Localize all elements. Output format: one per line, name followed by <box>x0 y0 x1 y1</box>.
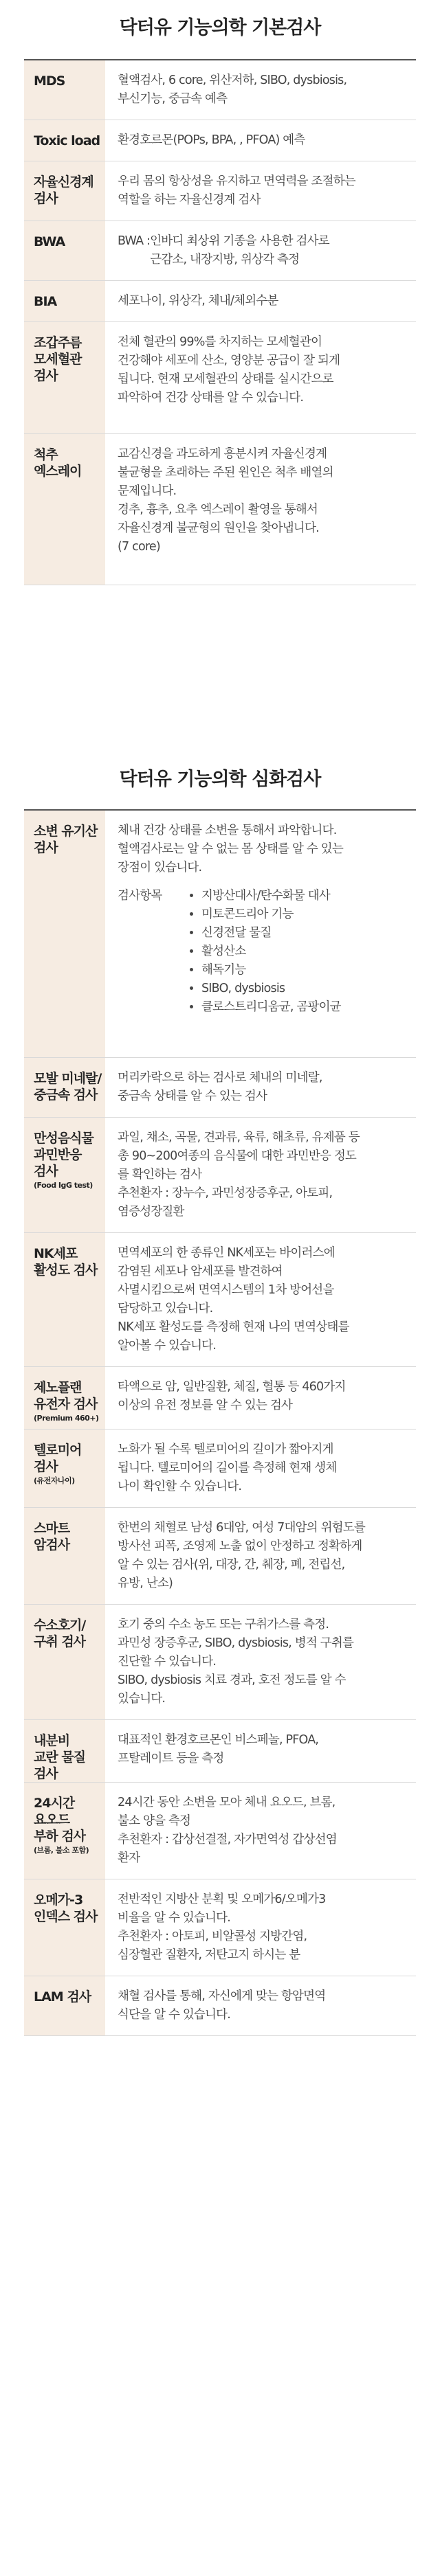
test-name-cell <box>24 1507 105 1604</box>
test-description-cell <box>105 120 416 161</box>
test-item: • SIBO, dysbiosis <box>201 980 341 998</box>
description-line: 부신기능, 중금속 예측 <box>118 92 228 106</box>
description-line: 이상의 유전 정보를 알 수 있는 검사 <box>118 1398 293 1412</box>
description-line: 됩니다. 현재 모세혈관의 상태를 실시간으로 <box>118 372 333 386</box>
test-name-cell <box>24 120 105 161</box>
test-name-subtitle: (브롬, 불소 포함) <box>34 1845 89 1855</box>
test-description-cell <box>105 221 416 281</box>
description-line: 과민성 장증후군, SIBO, dysbiosis, 병적 구취를 <box>118 1636 354 1650</box>
description-line: 노화가 될 수록 텔로미어의 길이가 짧아지게 <box>118 1442 333 1456</box>
test-description-cell <box>105 1976 416 2035</box>
test-items-label: 검사항목 <box>118 889 162 903</box>
description-line: 심장혈관 질환자, 저탄고지 하시는 분 <box>118 1947 300 1962</box>
test-name-subtitle: (Food IgG test) <box>34 1180 93 1190</box>
test-name-line: 소변 유기산 <box>34 824 98 839</box>
description-line: 프탈레이트 등을 측정 <box>118 1751 224 1765</box>
test-row <box>24 810 416 1057</box>
test-description-cell <box>105 60 416 120</box>
test-description-cell <box>105 1429 416 1507</box>
test-description-cell <box>105 1719 416 1782</box>
test-item: • 해독기능 <box>201 961 341 980</box>
test-name-cell <box>24 1879 105 1976</box>
test-row <box>24 1879 416 1976</box>
test-row <box>24 221 416 281</box>
description-line: 알아볼 수 있습니다. <box>118 1338 217 1353</box>
test-item: • 활성산소 <box>201 942 341 961</box>
description-line: 건강해야 세포에 산소, 영양분 공급이 잘 되게 <box>118 354 340 368</box>
description-line: 염증성장질환 <box>118 1204 184 1219</box>
test-name-line: LAM 검사 <box>34 1989 91 2004</box>
test-name-cell <box>24 1057 105 1117</box>
description-line: 있습니다. <box>118 1691 166 1706</box>
description-line: 추천환자 : 갑상선결절, 자가면역성 갑상선염 <box>118 1832 337 1846</box>
description-line: SIBO, dysbiosis 치료 경과, 호전 정도를 알 수 <box>118 1673 346 1687</box>
test-name-line: 수소호기/ <box>34 1617 86 1633</box>
test-description-cell <box>105 1057 416 1117</box>
test-row <box>24 1117 416 1232</box>
test-description-cell <box>105 1232 416 1366</box>
bwa-prefix: BWA : <box>118 234 151 248</box>
description-line: 자율신경계 불균형의 원인을 찾아냅니다. <box>118 521 319 535</box>
test-name-line: BIA <box>34 294 57 309</box>
test-items <box>118 887 410 1017</box>
description-line: 채혈 검사를 통해, 자신에게 맞는 항암면역 <box>118 1989 326 2003</box>
test-description-cell <box>105 322 416 434</box>
description-line: 불소 양을 측정 <box>118 1814 191 1828</box>
description-line: 한번의 채혈로 남성 6대암, 여성 7대암의 위험도를 <box>118 1520 366 1535</box>
description-line: 혈액검사로는 알 수 없는 몸 상태를 알 수 있는 <box>118 842 343 856</box>
test-name-line: 조갑주름 <box>34 335 82 350</box>
test-name-line: 요오드 <box>34 1811 70 1827</box>
test-name-cell <box>24 1604 105 1719</box>
description-line: 전체 혈관의 99%를 차지하는 모세혈관이 <box>118 335 322 349</box>
test-description-cell <box>105 161 416 221</box>
test-description-cell <box>105 434 416 585</box>
description-line: 24시간 동안 소변을 모아 체내 요오드, 브롬, <box>118 1795 336 1809</box>
test-items-list <box>186 887 341 1017</box>
description-line: 유방, 난소) <box>118 1576 173 1590</box>
test-name-line: 활성도 검사 <box>34 1262 98 1278</box>
description-line: 환자 <box>118 1851 140 1865</box>
test-name-line: 척추 <box>34 447 58 462</box>
description-line: 를 확인하는 검사 <box>118 1167 202 1182</box>
test-name-line: 검사 <box>34 1765 58 1781</box>
test-name-line: 과민반응 <box>34 1146 82 1162</box>
description-line: 문제입니다. <box>118 484 177 498</box>
test-description-cell <box>105 1879 416 1976</box>
description-line: 세포나이, 위상각, 체내/체외수분 <box>118 294 278 308</box>
test-name-line: 검사 <box>34 368 58 383</box>
description-line: 감염된 세포나 암세포를 발견하여 <box>118 1264 283 1278</box>
test-row <box>24 1782 416 1879</box>
test-name-line: 부하 검사 <box>34 1828 86 1844</box>
test-name-line: 모세혈관 <box>34 352 82 367</box>
test-row <box>24 434 416 585</box>
test-row <box>24 1232 416 1366</box>
description-line: 근감소, 내장지방, 위상각 측정 <box>150 253 300 267</box>
description-line: 교감신경을 과도하게 흥분시켜 자율신경계 <box>118 447 327 461</box>
test-name-line: 검사 <box>34 840 58 855</box>
test-row <box>24 1366 416 1429</box>
bwa-description <box>118 232 410 269</box>
test-name-line: 텔로미어 <box>34 1442 82 1458</box>
test-name-subtitle: (유전자나이) <box>34 1476 75 1485</box>
description-line: 알 수 있는 검사(위, 대장, 간, 췌장, 폐, 전립선, <box>118 1557 345 1572</box>
test-name-line: 인덱스 검사 <box>34 1908 98 1924</box>
test-item: • 지방산대사/탄수화물 대사 <box>201 887 341 905</box>
test-description-cell <box>105 810 416 1057</box>
description-line: 역할을 하는 자율신경계 검사 <box>118 193 261 207</box>
test-name-line: 암검사 <box>34 1537 70 1552</box>
description-line: 머리카락으로 하는 검사로 체내의 미네랄, <box>118 1070 322 1085</box>
test-name-cell <box>24 161 105 221</box>
description-line: 혈액검사, 6 core, 위산저하, SIBO, dysbiosis, <box>118 74 347 87</box>
test-name-cell <box>24 1117 105 1232</box>
description-line: 우리 몸의 항상성을 유지하고 면역력을 조절하는 <box>118 174 355 188</box>
test-description-cell <box>105 281 416 322</box>
test-name-line: 유전자 검사 <box>34 1396 98 1412</box>
test-name-line: 구취 검사 <box>34 1634 86 1649</box>
description-line: NK세포 활성도를 측정해 현재 나의 면역상태를 <box>118 1320 349 1334</box>
test-row <box>24 60 416 120</box>
test-name-line: 중금속 검사 <box>34 1087 98 1103</box>
test-name-line: 교란 물질 <box>34 1749 86 1765</box>
test-name-line: 내분비 <box>34 1732 70 1748</box>
test-name-cell <box>24 322 105 434</box>
test-name-cell <box>24 1232 105 1366</box>
description-line: 타액으로 암, 일반질환, 체질, 혈통 등 460가지 <box>118 1379 346 1394</box>
description-line: 비율을 알 수 있습니다. <box>118 1910 230 1925</box>
test-name-cell <box>24 221 105 281</box>
test-row <box>24 1057 416 1117</box>
description-line: 전반적인 지방산 분획 및 오메가6/오메가3 <box>118 1892 326 1906</box>
test-name-line: 오메가-3 <box>34 1892 83 1908</box>
test-row <box>24 1976 416 2035</box>
description-line: 사멸시킴으로써 면역시스템의 1차 방어선을 <box>118 1283 334 1297</box>
test-name-line: 스마트 <box>34 1520 70 1536</box>
test-description-cell <box>105 1507 416 1604</box>
test-row <box>24 161 416 221</box>
test-name-line: 제노플랜 <box>34 1379 82 1395</box>
description-line: 과일, 채소, 곡물, 견과류, 육류, 해초류, 유제품 등 <box>118 1130 360 1144</box>
test-row <box>24 1604 416 1719</box>
test-name-line: 모발 미네랄/ <box>34 1070 102 1086</box>
test-name-line: BWA <box>34 234 65 249</box>
test-name-cell <box>24 1976 105 2035</box>
description-line: 파악하여 건강 상태를 알 수 있습니다. <box>118 391 304 405</box>
test-name-line: 만성음식물 <box>34 1130 94 1146</box>
test-name-cell <box>24 1782 105 1879</box>
test-name-line: 검사 <box>34 191 58 206</box>
test-name-cell <box>24 434 105 585</box>
description-line: 중금속 상태를 알 수 있는 검사 <box>118 1089 267 1103</box>
test-name-line: MDS <box>34 74 65 89</box>
test-name-line: 엑스레이 <box>34 464 82 479</box>
advanced-section-title: 닥터유 기능의학 심화검사 <box>119 769 321 790</box>
description-line: 방사선 피폭, 조영제 노출 없이 안정하고 정확하게 <box>118 1539 362 1553</box>
test-name-cell <box>24 810 105 1057</box>
test-item: • 미토콘드리아 기능 <box>201 905 341 924</box>
test-name-line: Toxic load <box>34 133 100 148</box>
description-line: 나이 확인할 수 있습니다. <box>118 1479 242 1493</box>
test-name-subtitle: (Premium 460+) <box>34 1413 99 1423</box>
description-line: 진단할 수 있습니다. <box>118 1654 217 1669</box>
test-description-cell <box>105 1782 416 1879</box>
description-line: 식단을 알 수 있습니다. <box>118 2007 230 2022</box>
description-line: 대표적인 환경호르몬인 비스페놀, PFOA, <box>118 1732 319 1747</box>
test-row <box>24 1429 416 1507</box>
test-row <box>24 120 416 161</box>
test-description-cell <box>105 1604 416 1719</box>
description-line: 총 90~200여종의 음식물에 대한 과민반응 정도 <box>118 1149 357 1163</box>
test-name-cell <box>24 1429 105 1507</box>
test-description-cell <box>105 1366 416 1429</box>
bwa-lines <box>150 232 410 269</box>
test-row <box>24 1719 416 1782</box>
test-name-cell <box>24 60 105 120</box>
test-row <box>24 1507 416 1604</box>
test-name-line: 24시간 <box>34 1795 75 1811</box>
test-name-line: NK세포 <box>34 1245 78 1261</box>
basic-tests-table <box>24 59 416 585</box>
description-line: 추천환자 : 장누수, 과민성장증후군, 아토피, <box>118 1186 333 1200</box>
test-name-line: 검사 <box>34 1458 58 1474</box>
description-line: 환경호르몬(POPs, BPA, , PFOA) 예측 <box>118 133 305 147</box>
basic-section-title: 닥터유 기능의학 기본검사 <box>119 17 321 38</box>
description-line: (7 core) <box>118 540 160 554</box>
test-name-cell <box>24 1719 105 1782</box>
test-name-line: 자율신경계 <box>34 174 94 190</box>
test-name-cell <box>24 281 105 322</box>
description-line: 호기 중의 수소 농도 또는 구취가스를 측정. <box>118 1617 329 1631</box>
test-name-line: 검사 <box>34 1163 58 1179</box>
test-item: • 클로스트리디움균, 곰팡이균 <box>201 998 341 1017</box>
description-line: 체내 건강 상태를 소변을 통해서 파악합니다. <box>118 824 337 837</box>
advanced-tests-table <box>24 809 416 2036</box>
test-description-cell <box>105 1117 416 1232</box>
test-row <box>24 281 416 322</box>
description-line: 추천환자 : 아토피, 비알콜성 지방간염, <box>118 1929 307 1943</box>
description-line: 장점이 있습니다. <box>118 861 202 874</box>
description-line: 담당하고 있습니다. <box>118 1301 213 1315</box>
description-line: 됩니다. 텔로미어의 길이를 측정해 현재 생체 <box>118 1460 337 1475</box>
description-line: 경추, 흉추, 요추 엑스레이 촬영을 통해서 <box>118 503 318 517</box>
description-line: 면역세포의 한 종류인 NK세포는 바이러스에 <box>118 1245 335 1260</box>
test-row <box>24 322 416 434</box>
description-line: 불균형을 초래하는 주된 원인은 척추 배열의 <box>118 466 333 479</box>
description-line: 인바디 최상위 기종을 사용한 검사로 <box>150 234 329 248</box>
test-item: • 신경전달 물질 <box>201 924 341 942</box>
test-name-cell <box>24 1366 105 1429</box>
